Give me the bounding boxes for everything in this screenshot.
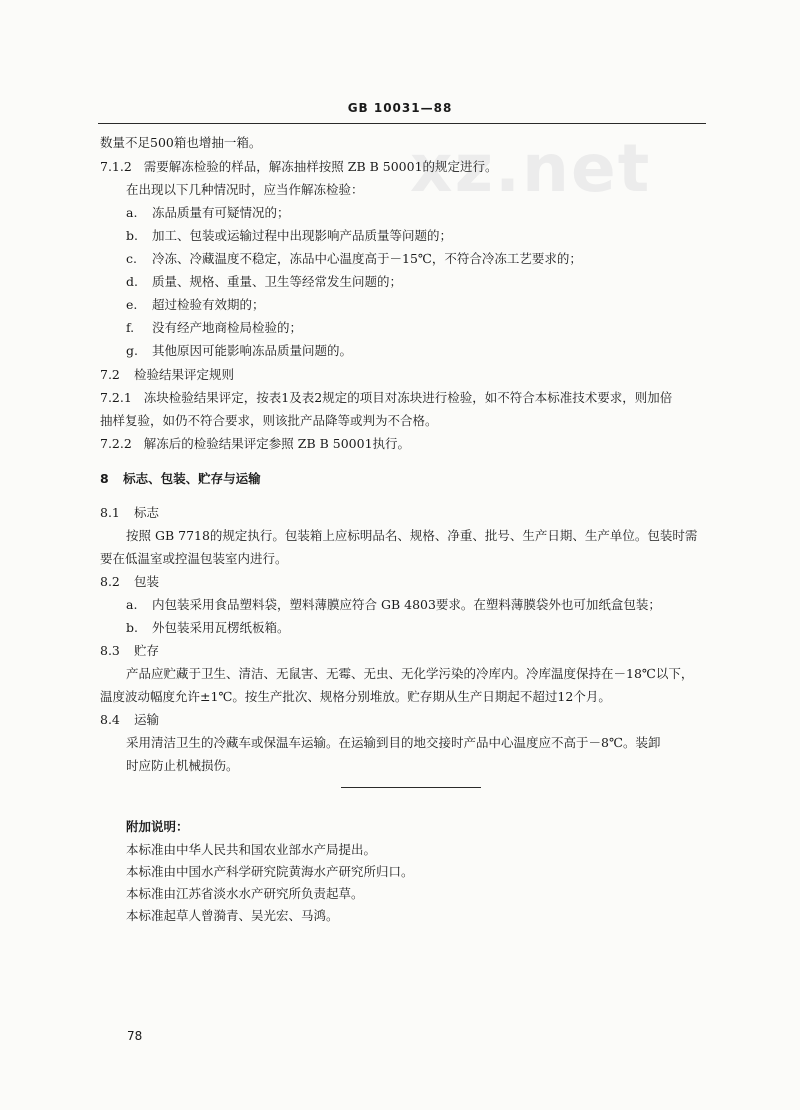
- clause-text-continued: 要在低温室或控温包装室内进行。: [100, 551, 288, 566]
- list-item: [126, 273, 726, 291]
- item-letter: b.: [126, 228, 138, 243]
- clause-title: 贮存: [133, 643, 159, 658]
- item-text: 没有经产地商检局检验的；: [152, 320, 303, 335]
- clause-number: 8.1: [100, 505, 120, 520]
- item-letter: f.: [126, 320, 135, 335]
- clause-number: 7.2.2: [100, 436, 132, 451]
- clause-title: 运输: [133, 712, 159, 727]
- clause-number: 7.2: [100, 367, 120, 382]
- item-letter: c.: [126, 251, 137, 266]
- item-text: 质量、规格、重量、卫生等经常发生问题的；: [152, 274, 403, 289]
- item-text: 外包装采用瓦楞纸板箱。: [152, 620, 290, 635]
- note-line: 本标准由中华人民共和国农业部水产局提出。: [126, 842, 377, 857]
- list-item: [126, 319, 726, 337]
- clause-number: 7.2.1: [100, 390, 132, 405]
- clause-number: 8.4: [100, 712, 120, 727]
- item-text: 冻品质量有可疑情况的；: [152, 205, 290, 220]
- list-item: [126, 596, 726, 614]
- list-item: [126, 296, 726, 314]
- clause-text: 需要解冻检验的样品，解冻抽样按照 ZB B 50001的规定进行。: [143, 159, 498, 174]
- clause-number: 8.3: [100, 643, 120, 658]
- clause-8-3: [100, 642, 700, 660]
- watermark: xz.net: [410, 130, 652, 207]
- clause-text: 产品应贮藏于卫生、清洁、无鼠害、无霉、无虫、无化学污染的冷库内。冷库温度保持在－18℃以下，: [126, 666, 694, 681]
- item-letter: e.: [126, 297, 138, 312]
- item-text: 超过检验有效期的；: [152, 297, 265, 312]
- list-item: [126, 250, 726, 268]
- standard-code-header: GB 10031—88: [347, 101, 453, 115]
- list-item: [126, 227, 726, 245]
- list-item: [126, 619, 726, 637]
- clause-7-1-2: [100, 158, 700, 176]
- section-number: 8: [100, 471, 109, 486]
- item-letter: d.: [126, 274, 138, 289]
- note-line: 本标准由江苏省淡水水产研究所负责起草。: [126, 886, 364, 901]
- clause-7-2: [100, 366, 700, 384]
- clause-text: 冻块检验结果评定，按表1及表2规定的项目对冻块进行检验，如不符合本标准技术要求，则加倍: [143, 390, 673, 405]
- item-text: 加工、包装或运输过程中出现影响产品质量等问题的；: [152, 228, 453, 243]
- section-title: 标志、包装、贮存与运输: [123, 471, 261, 486]
- item-letter: g.: [126, 343, 138, 358]
- list-item: [126, 204, 726, 222]
- clause-title: 检验结果评定规则: [133, 367, 234, 382]
- clause-title: 包装: [133, 574, 159, 589]
- section-divider: [341, 787, 481, 788]
- clause-title: 标志: [133, 505, 159, 520]
- clause-text: 按照 GB 7718的规定执行。包装箱上应标明品名、规格、净重、批号、生产日期、生产单位。包装时需: [126, 528, 698, 543]
- list-item: [126, 342, 726, 360]
- clause-lead: 在出现以下几种情况时，应当作解冻检验：: [126, 182, 364, 197]
- note-line: 本标准由中国水产科学研究院黄海水产研究所归口。: [126, 864, 414, 879]
- notes-title: 附加说明：: [126, 819, 189, 834]
- clause-text: 采用清洁卫生的冷藏车或保温车运输。在运输到目的地交接时产品中心温度应不高于－8℃。装卸: [126, 735, 661, 750]
- item-letter: a.: [126, 597, 138, 612]
- clause-text: 解冻后的检验结果评定参照 ZB B 50001执行。: [143, 436, 411, 451]
- clause-text-continued: 时应防止机械损伤。: [126, 758, 239, 773]
- section-8-heading: [100, 470, 700, 488]
- item-text: 内包装采用食品塑料袋，塑料薄膜应符合 GB 4803要求。在塑料薄膜袋外也可加纸盒包装；: [152, 597, 661, 612]
- clause-8-2: [100, 573, 700, 591]
- clause-text-continued: 温度波动幅度允许±1℃。按生产批次、规格分别堆放。贮存期从生产日期起不超过12个月。: [100, 689, 611, 704]
- clause-text-continued: 抽样复验，如仍不符合要求，则该批产品降等或判为不合格。: [100, 413, 438, 428]
- item-text: 其他原因可能影响冻品质量问题的。: [152, 343, 353, 358]
- item-letter: b.: [126, 620, 138, 635]
- item-letter: a.: [126, 205, 138, 220]
- clause-number: 8.2: [100, 574, 120, 589]
- item-text: 冷冻、冷藏温度不稳定，冻品中心温度高于－15℃，不符合冷冻工艺要求的；: [152, 251, 582, 266]
- page-number: 78: [127, 1029, 143, 1043]
- note-line: 本标准起草人曾漪青、吴光宏、马鸿。: [126, 908, 339, 923]
- clause-number: 7.1.2: [100, 159, 132, 174]
- clause-7-2-2: [100, 435, 700, 453]
- clause-8-4: [100, 711, 700, 729]
- clause-8-1: [100, 504, 700, 522]
- intro-line: 数量不足500箱也增抽一箱。: [100, 135, 262, 150]
- clause-7-2-1: [100, 389, 700, 407]
